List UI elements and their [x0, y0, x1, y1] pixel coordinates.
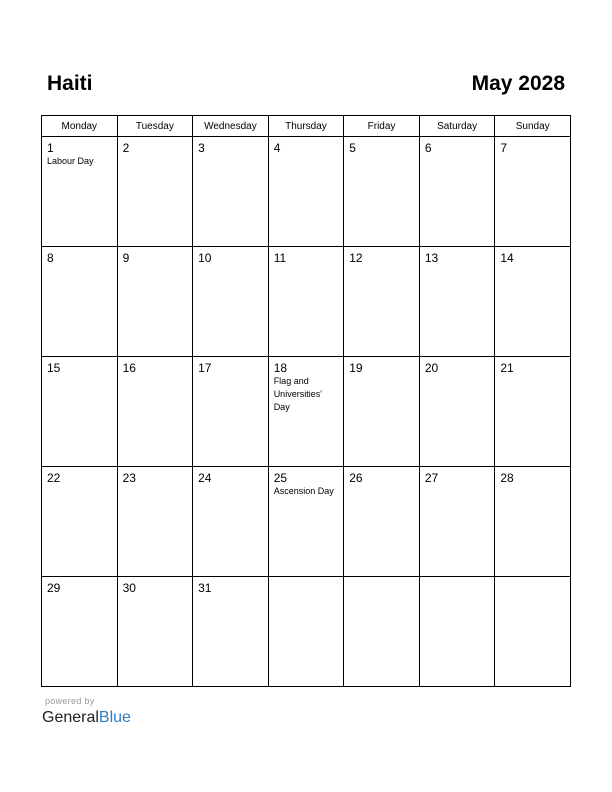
holiday-label: Ascension Day — [273, 486, 334, 496]
day-number: 22 — [47, 471, 61, 485]
day-cell — [193, 467, 269, 577]
day-cell — [419, 467, 495, 577]
day-cell — [344, 357, 420, 467]
holiday-label: Labour Day — [47, 156, 94, 166]
day-number: 6 — [424, 141, 432, 155]
weekday-header: Tuesday — [117, 116, 193, 137]
weekday-header: Wednesday — [193, 116, 269, 137]
day-cell — [193, 577, 269, 687]
day-cell — [419, 357, 495, 467]
day-cell — [117, 577, 193, 687]
day-cell — [419, 577, 495, 687]
day-number: 12 — [349, 251, 363, 265]
day-cell — [344, 467, 420, 577]
day-number: 5 — [349, 141, 356, 155]
day-cell — [344, 577, 420, 687]
day-number: 17 — [198, 361, 212, 375]
day-cell — [419, 247, 495, 357]
day-cell — [117, 357, 193, 467]
day-number: 23 — [122, 471, 136, 485]
day-cell — [268, 467, 344, 577]
day-cell — [117, 137, 193, 247]
day-cell — [42, 137, 118, 247]
day-number: 21 — [500, 361, 514, 375]
day-cell — [117, 247, 193, 357]
weekday-header: Friday — [344, 116, 420, 137]
day-number: 26 — [349, 471, 363, 485]
day-number: 9 — [122, 251, 130, 265]
day-number: 20 — [424, 361, 439, 375]
day-number: 18 — [273, 361, 288, 375]
weekday-header: Thursday — [268, 116, 344, 137]
month-year-title: May 2028 — [471, 72, 565, 95]
day-number: 8 — [47, 251, 54, 265]
weekday-header: Saturday — [419, 116, 495, 137]
day-number: 16 — [122, 361, 136, 375]
week-row — [42, 467, 571, 577]
day-cell — [268, 247, 344, 357]
day-number: 15 — [47, 361, 61, 375]
day-number: 25 — [273, 471, 288, 485]
day-cell — [495, 247, 571, 357]
weekday-header-row — [42, 116, 571, 137]
day-cell — [419, 137, 495, 247]
day-number: 1 — [47, 141, 54, 155]
week-row — [42, 577, 571, 687]
day-cell — [268, 137, 344, 247]
day-cell — [42, 247, 118, 357]
day-number: 10 — [198, 251, 212, 265]
day-cell — [495, 467, 571, 577]
logo-text-blue: Blue — [98, 709, 131, 726]
day-number: 28 — [500, 471, 514, 485]
day-cell — [193, 137, 269, 247]
day-cell — [495, 577, 571, 687]
logo-text-general: General — [42, 709, 99, 726]
day-number: 3 — [198, 141, 205, 155]
day-number: 19 — [349, 361, 363, 375]
day-cell — [344, 137, 420, 247]
week-row — [42, 137, 571, 247]
day-number: 30 — [122, 581, 136, 595]
week-row — [42, 247, 571, 357]
day-cell — [495, 137, 571, 247]
day-number: 2 — [122, 141, 130, 155]
weekday-header: Sunday — [495, 116, 571, 137]
day-number: 4 — [273, 141, 281, 155]
day-number: 27 — [424, 471, 439, 485]
day-cell — [193, 247, 269, 357]
day-number: 11 — [273, 251, 287, 265]
powered-by-label: powered by — [45, 696, 95, 706]
weekday-header: Monday — [42, 116, 118, 137]
day-cell — [268, 357, 344, 467]
day-cell — [117, 467, 193, 577]
day-number: 7 — [500, 141, 508, 155]
day-cell — [495, 357, 571, 467]
holiday-label: Flag and Universities' Day — [273, 376, 322, 412]
day-cell — [193, 357, 269, 467]
day-cell — [42, 577, 118, 687]
generalblue-logo[interactable] — [42, 708, 131, 728]
day-number: 29 — [47, 581, 61, 595]
day-number: 31 — [198, 581, 212, 595]
day-cell — [344, 247, 420, 357]
country-title: Haiti — [47, 72, 93, 95]
week-row — [42, 357, 571, 467]
calendar-grid — [41, 115, 571, 687]
day-cell — [42, 357, 118, 467]
day-cell — [268, 577, 344, 687]
day-cell — [42, 467, 118, 577]
day-number: 13 — [424, 251, 439, 265]
day-number: 14 — [500, 251, 514, 265]
day-number: 24 — [198, 471, 212, 485]
